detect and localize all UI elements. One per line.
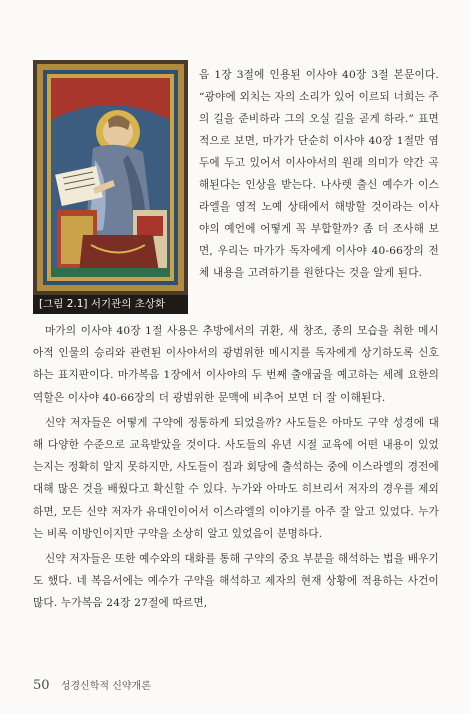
figure-caption: [그림 2.1] 서기관의 초상화 xyxy=(33,295,188,314)
body-text xyxy=(33,320,439,615)
scribe-portrait-figure xyxy=(33,60,188,314)
scribe-portrait-image xyxy=(33,60,188,295)
text-column-right xyxy=(199,64,439,284)
page-footer xyxy=(33,677,151,693)
paragraph: 마가의 이사야 40장 1절 사용은 추방에서의 귀환, 새 창조, 종의 모습을 취한 메시아적 인물의 승리와 관련된 이사야서의 광범위한 메시지를 독자에게 상기하도록 신호하는 표지판이다. 마가복음 1장에서 이사야의 두 번째 출애굽을 예고하는 세례 요한의 역할은 이사야 40-66장의 더 광범위한 문맥에 비추어 보면 더 잘 이해된다. xyxy=(33,325,439,404)
paragraph: 신약 저자들은 또한 예수와의 대화를 통해 구약의 중요 부분을 해석하는 법을 배우기도 했다. 네 복음서에는 예수가 구약을 해석하고 제자의 현재 상황에 적용하는 사건이 많다. 누가복음 24장 27절에 따르면, xyxy=(33,553,439,610)
paragraph-continued: 음 1장 3절에 인용된 이사야 40장 3절 본문이다. “광야에 외치는 자의 소리가 있어 이르되 너희는 주의 길을 준비하라 그의 오실 길을 곧게 하라.” 표면적으로 보면, 마가가 단순히 이사야 40장 1절만 염두에 두고 있어서 이사야서의 원래 의미가 약간 곡해된다는 인상을 받는다. 나사렛 출신 예수가 이스라엘을 영적 노예 상태에서 해방할 것이라는 이사야의 예언에 어떻게 꼭 부합할까? 좀 더 조사해 보면, 우리는 마가가 독자에게 이사야 40-66장의 전체 내용을 고려하기를 원한다는 것을 알게 된다. xyxy=(199,69,439,279)
book-title: 성경신학적 신약개론 xyxy=(60,681,151,692)
paragraph: 신약 저자들은 어떻게 구약에 정통하게 되었을까? 사도들은 아마도 구약 성경에 대해 다양한 수준으로 교육받았을 것이다. 사도들의 유년 시절 교육에 어떤 내용이 있었는지는 정확히 알지 못하지만, 사도들이 집과 회당에 출석하는 중에 이스라엘의 경전에 대해 많은 것을 배웠다고 확신할 수 있다. 누가와 아마도 히브리서 저자의 경우를 제외하면, 모든 신약 저자가 유대인이어서 이스라엘의 이야기를 아주 잘 알고 있었다. 누가는 비록 이방인이지만 구약을 소상히 알고 있었음이 분명하다. xyxy=(33,416,439,540)
page-number: 50 xyxy=(33,678,50,693)
